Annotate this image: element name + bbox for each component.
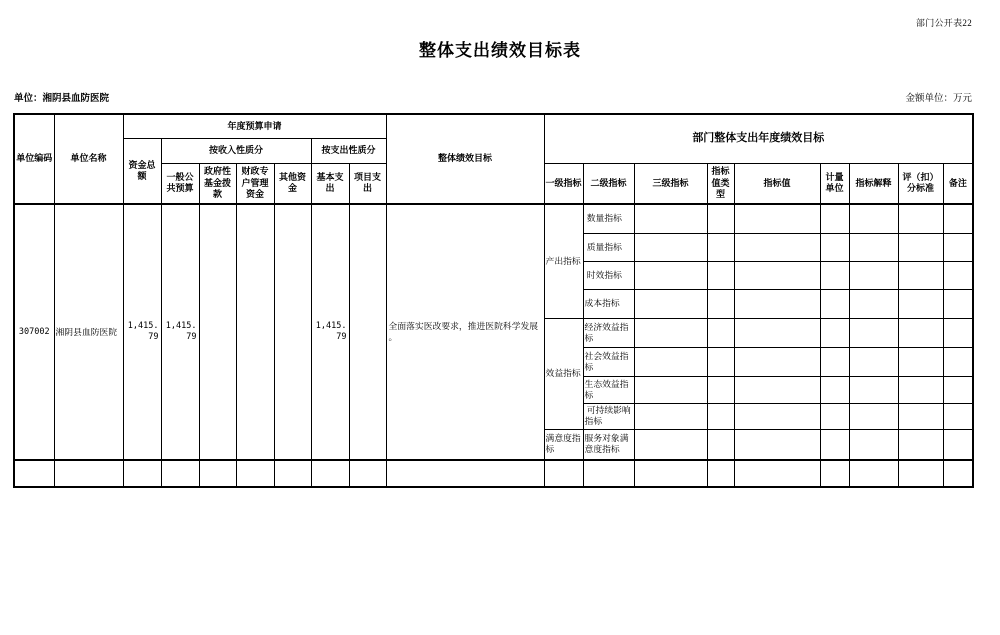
empty-cell	[849, 289, 898, 318]
empty-cell	[943, 233, 973, 261]
header-scoring: 评（扣）分标准	[898, 163, 943, 204]
empty-cell	[734, 289, 820, 318]
level2-service-satisfaction-cell: 服务对象满意度指标	[583, 429, 634, 460]
empty-cell	[349, 460, 386, 487]
empty-cell	[14, 460, 54, 487]
level2-economic-benefit-cell: 经济效益指标	[583, 318, 634, 347]
empty-cell	[161, 460, 199, 487]
empty-cell	[707, 233, 734, 261]
level1-benefit-indicator-cell: 效益指标	[544, 318, 583, 429]
empty-cell	[634, 233, 707, 261]
empty-cell	[707, 261, 734, 289]
empty-cell	[634, 204, 707, 233]
header-by-expense-group: 按支出性质分	[311, 138, 386, 163]
general-public-budget-cell: 1,415.79	[161, 204, 199, 460]
empty-cell	[820, 204, 849, 233]
empty-cell	[943, 403, 973, 429]
empty-cell	[898, 347, 943, 376]
level2-sustainability-cell: 可持续影响指标	[583, 403, 634, 429]
empty-cell	[849, 204, 898, 233]
table-row	[14, 460, 973, 487]
empty-cell	[734, 204, 820, 233]
unit-name-label: 单位：湘阴县血防医院	[14, 94, 110, 104]
empty-cell	[898, 429, 943, 460]
project-expenditure-cell	[349, 204, 386, 460]
empty-cell	[849, 376, 898, 403]
empty-cell	[820, 403, 849, 429]
level2-quantity-indicator-cell: 数量指标	[583, 204, 634, 233]
total-funds-cell: 1,415.79	[123, 204, 161, 460]
level2-timeliness-indicator-cell: 时效指标	[583, 261, 634, 289]
header-level2-indicator: 二级指标	[583, 163, 634, 204]
empty-cell	[707, 347, 734, 376]
empty-cell	[898, 460, 943, 487]
empty-cell	[820, 460, 849, 487]
empty-cell	[707, 376, 734, 403]
empty-cell	[707, 204, 734, 233]
empty-cell	[898, 204, 943, 233]
header-total-funds: 资金总额	[123, 138, 161, 204]
header-fiscal-account-funds: 财政专户管理资金	[236, 163, 274, 204]
empty-cell	[707, 460, 734, 487]
empty-cell	[54, 460, 123, 487]
empty-cell	[734, 460, 820, 487]
header-by-income-group: 按收入性质分	[161, 138, 311, 163]
empty-cell	[849, 429, 898, 460]
level2-cost-indicator-cell: 成本指标	[583, 289, 634, 318]
empty-cell	[820, 233, 849, 261]
empty-cell	[734, 429, 820, 460]
empty-cell	[943, 289, 973, 318]
empty-cell	[820, 261, 849, 289]
empty-cell	[849, 460, 898, 487]
table-row	[14, 204, 973, 233]
header-level1-indicator: 一级指标	[544, 163, 583, 204]
empty-cell	[634, 289, 707, 318]
empty-cell	[707, 429, 734, 460]
empty-cell	[898, 403, 943, 429]
empty-cell	[943, 261, 973, 289]
empty-cell	[849, 318, 898, 347]
header-basic-expenditure: 基本支出	[311, 163, 349, 204]
table-grid	[13, 113, 974, 488]
empty-cell	[544, 460, 583, 487]
empty-cell	[634, 403, 707, 429]
empty-cell	[199, 460, 236, 487]
empty-cell	[820, 318, 849, 347]
level1-satisfaction-indicator-cell: 满意度指标	[544, 429, 583, 460]
basic-expenditure-cell: 1,415.79	[311, 204, 349, 460]
level2-social-benefit-cell: 社会效益指标	[583, 347, 634, 376]
empty-cell	[583, 460, 634, 487]
header-overall-target: 整体绩效目标	[386, 114, 544, 204]
level1-output-indicator-cell: 产出指标	[544, 204, 583, 318]
header-general-public-budget: 一般公共预算	[161, 163, 199, 204]
empty-cell	[943, 376, 973, 403]
empty-cell	[849, 233, 898, 261]
empty-cell	[898, 376, 943, 403]
empty-cell	[707, 289, 734, 318]
empty-cell	[898, 289, 943, 318]
header-value-type: 指标值类型	[707, 163, 734, 204]
empty-cell	[898, 261, 943, 289]
empty-cell	[898, 318, 943, 347]
header-indicator-value: 指标值	[734, 163, 820, 204]
header-gov-fund-allocation: 政府性基金拨款	[199, 163, 236, 204]
empty-cell	[734, 261, 820, 289]
header-level3-indicator: 三级指标	[634, 163, 707, 204]
empty-cell	[634, 261, 707, 289]
gov-fund-allocation-cell	[199, 204, 236, 460]
empty-cell	[734, 233, 820, 261]
unit-code-cell: 307002	[14, 204, 54, 460]
level2-eco-benefit-cell: 生态效益指标	[583, 376, 634, 403]
empty-cell	[849, 403, 898, 429]
empty-cell	[386, 460, 544, 487]
empty-cell	[943, 204, 973, 233]
empty-cell	[634, 376, 707, 403]
empty-cell	[849, 347, 898, 376]
empty-cell	[707, 318, 734, 347]
empty-cell	[634, 318, 707, 347]
empty-cell	[634, 460, 707, 487]
header-project-expenditure: 项目支出	[349, 163, 386, 204]
doc-number-label: 部门公开表22	[915, 18, 972, 28]
header-dept-annual-target-group: 部门整体支出年度绩效目标	[544, 114, 973, 163]
performance-target-table	[13, 113, 974, 488]
empty-cell	[274, 460, 311, 487]
empty-cell	[820, 429, 849, 460]
empty-cell	[634, 347, 707, 376]
empty-cell	[311, 460, 349, 487]
page-title: 整体支出绩效目标表	[419, 41, 581, 60]
header-other-funds: 其他资金	[274, 163, 311, 204]
header-explanation: 指标解释	[849, 163, 898, 204]
fiscal-account-funds-cell	[236, 204, 274, 460]
empty-cell	[236, 460, 274, 487]
empty-cell	[820, 289, 849, 318]
level2-quality-indicator-cell: 质量指标	[583, 233, 634, 261]
empty-cell	[820, 347, 849, 376]
empty-cell	[734, 403, 820, 429]
empty-cell	[898, 233, 943, 261]
header-annual-budget-group: 年度预算申请	[123, 114, 386, 138]
empty-cell	[943, 429, 973, 460]
amount-unit-label: 金额单位：万元	[905, 94, 972, 104]
header-unit-name: 单位名称	[54, 114, 123, 204]
other-funds-cell	[274, 204, 311, 460]
empty-cell	[123, 460, 161, 487]
empty-cell	[634, 429, 707, 460]
empty-cell	[820, 376, 849, 403]
header-unit-of-measure: 计量单位	[820, 163, 849, 204]
empty-cell	[707, 403, 734, 429]
header-remarks: 备注	[943, 163, 973, 204]
empty-cell	[734, 347, 820, 376]
empty-cell	[849, 261, 898, 289]
empty-cell	[734, 318, 820, 347]
header-unit-code: 单位编码	[14, 114, 54, 204]
empty-cell	[734, 376, 820, 403]
empty-cell	[943, 460, 973, 487]
overall-target-cell: 全面落实医改要求，推进医院科学发展。	[386, 204, 544, 460]
unit-name-cell: 湘阴县血防医院	[54, 204, 123, 460]
empty-cell	[943, 347, 973, 376]
